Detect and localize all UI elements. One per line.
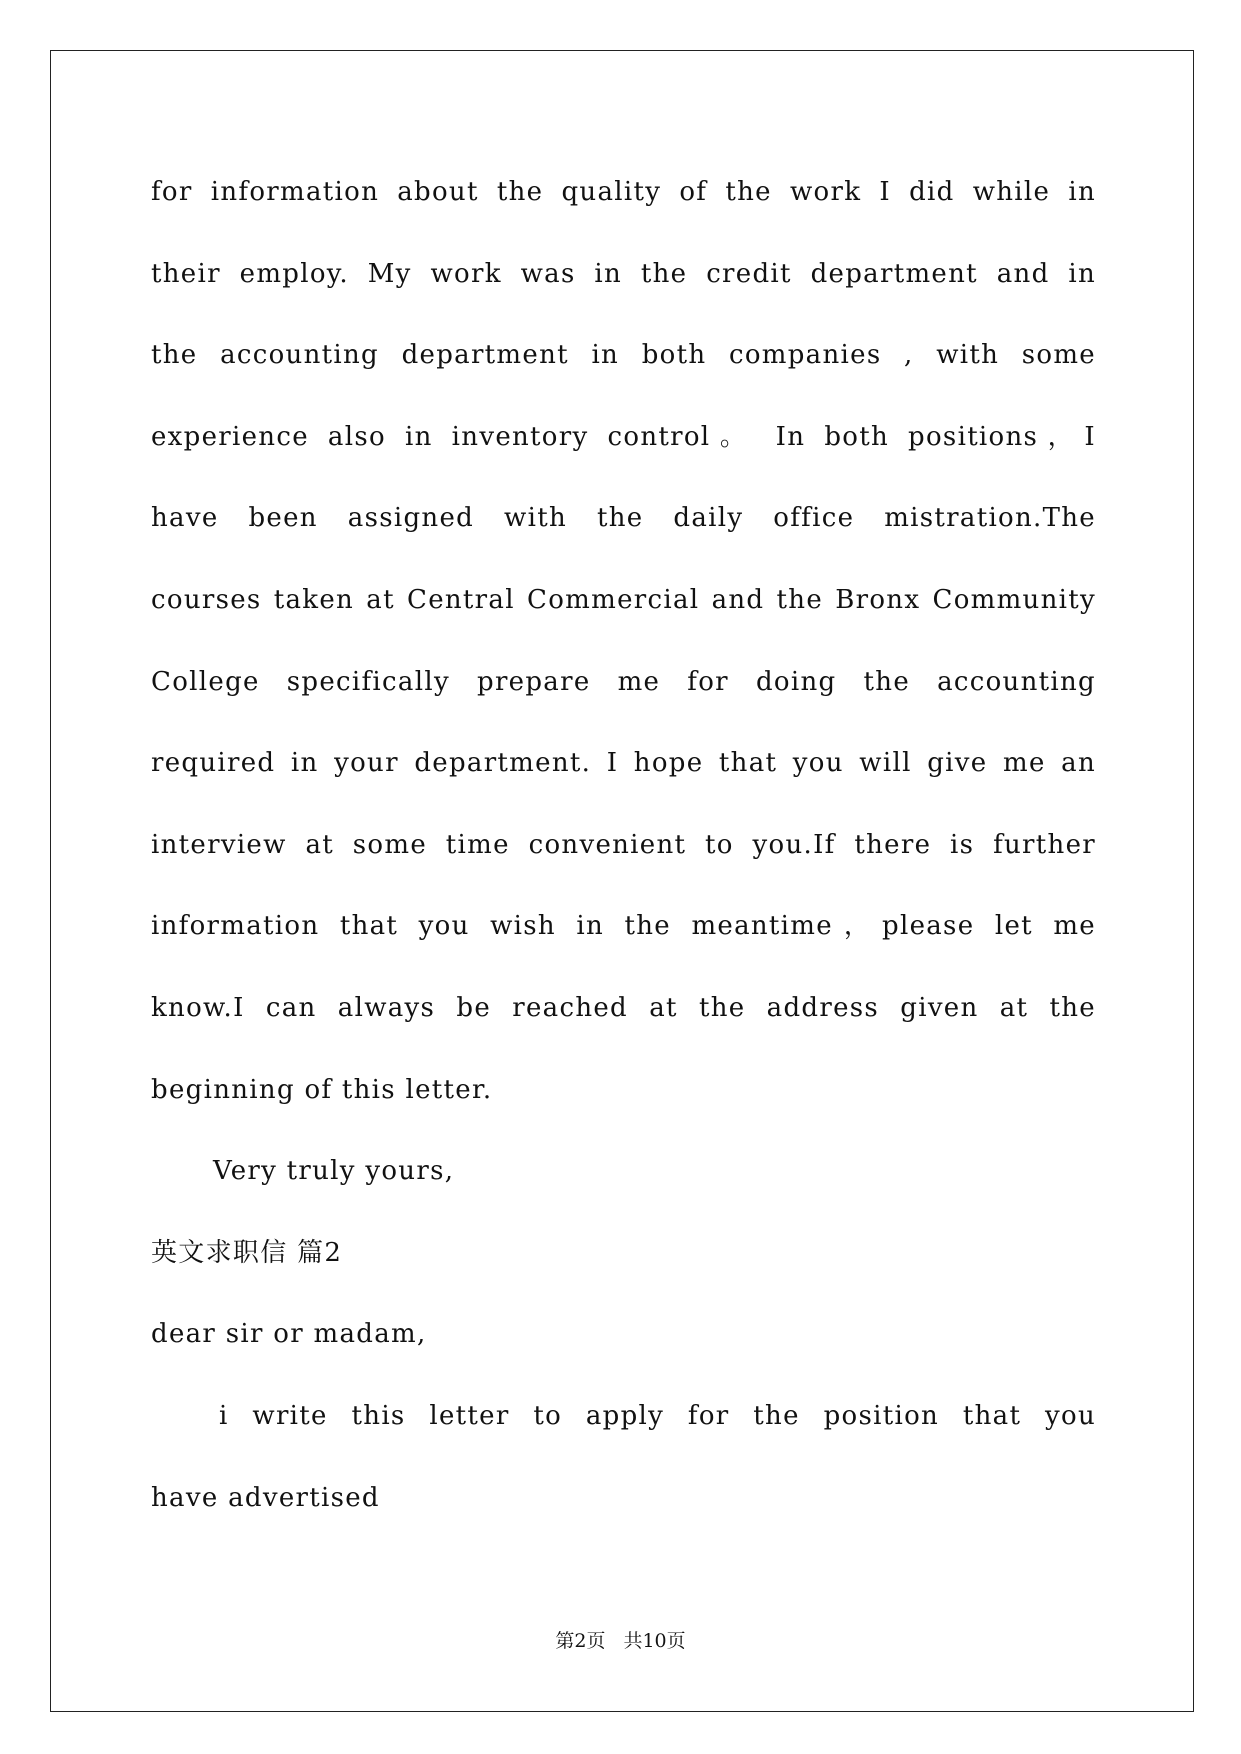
body-line: required in your department. I hope that you will give me an [151,748,1096,779]
body-line: information that you wish in the meantime，please let me [151,911,1096,942]
body-line: beginning of this letter. [151,1074,493,1105]
body-line: courses taken at Central Commercial and the Bronx Community [151,584,1096,615]
page-total: 共10页 [623,1630,686,1652]
body-line: interview at some time convenient to you.If there is further [151,829,1096,860]
body-line: experience also in inventory control。 In both positions，I [151,421,1096,452]
body-line: i write this letter to apply for the position that you [219,1400,1096,1431]
salutation: dear sir or madam, [151,1319,427,1350]
body-line: have been assigned with the daily office mistration.The [151,503,1096,534]
page-number: 第2页 [555,1630,606,1652]
body-line: for information about the quality of the work I did while in [151,177,1096,207]
document-body [151,163,1096,1550]
closing: Very truly yours, [213,1156,455,1187]
body-line: have advertised [151,1482,380,1513]
body-line: know.I can always be reached at the address given at the [151,992,1096,1023]
page-footer [0,1626,1241,1653]
body-line: College specifically prepare me for doing the accounting [151,666,1096,697]
body-line: their employ. My work was in the credit department and in [151,258,1096,289]
body-line: the accounting department in both companies , with some [151,340,1096,371]
section-heading: 英文求职信 篇2 [151,1237,343,1268]
